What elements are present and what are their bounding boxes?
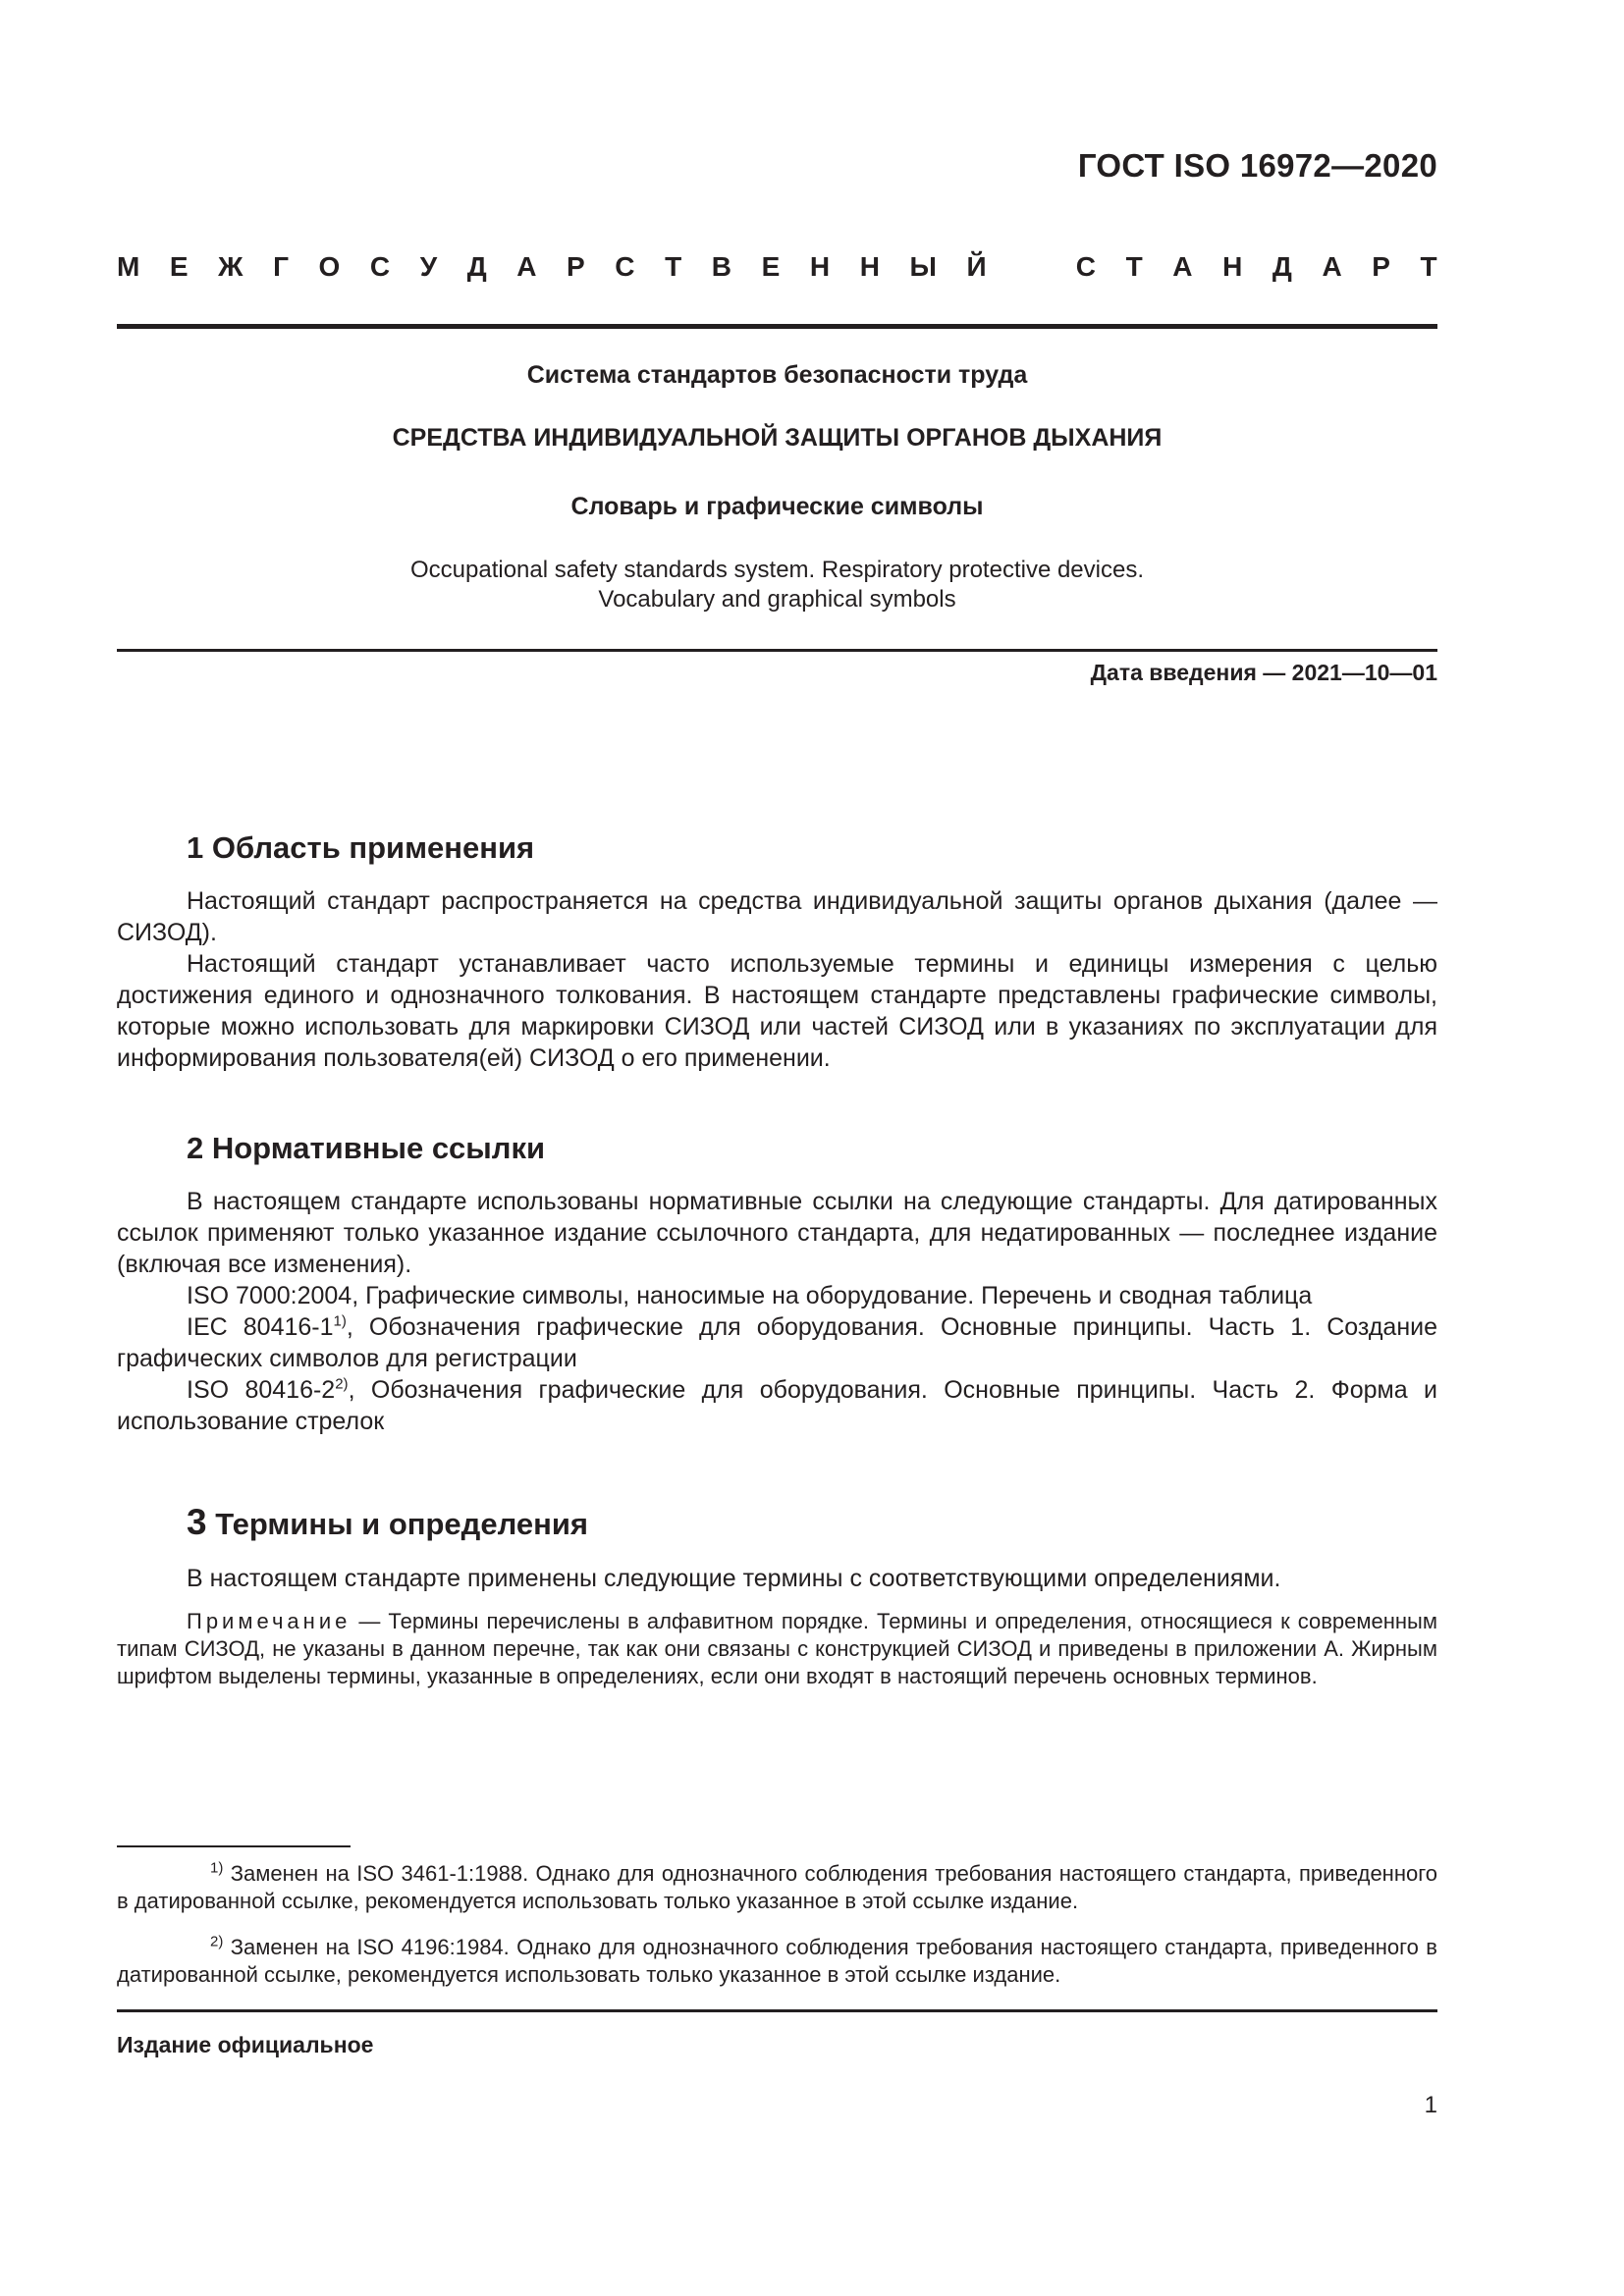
interstate-letter: Н bbox=[809, 251, 831, 282]
section-1 bbox=[117, 830, 1437, 1074]
interstate-letter: В bbox=[711, 251, 732, 282]
section-2-reference-iso-7000: ISO 7000:2004, Графические символы, наносимые на оборудование. Перечень и сводная таблица bbox=[187, 1282, 1313, 1309]
reference-code: ISO 80416-2 bbox=[187, 1376, 336, 1404]
english-title-line-2: Vocabulary and graphical symbols bbox=[598, 586, 956, 613]
interstate-letter: Й bbox=[966, 251, 987, 282]
interstate-letter: А bbox=[1172, 251, 1193, 282]
section-2-paragraph-1: В настоящем стандарте использованы нормативные ссылки на следующие стандарты. Для датированных ссылок применяют только указанное издание ссылочного стандарта, для недатированных — последнее издание (включая все изменения). bbox=[117, 1188, 1437, 1278]
section-3 bbox=[117, 1502, 1437, 1690]
page-number: 1 bbox=[1424, 2092, 1437, 2118]
interstate-letter: Н bbox=[859, 251, 880, 282]
footnote-2-mark: 2) bbox=[210, 1933, 224, 1950]
word-gap bbox=[1016, 251, 1046, 283]
section-2-reference-iec-80416-1 bbox=[117, 1311, 1437, 1374]
section-1-paragraph-1: Настоящий стандарт распространяется на средства индивидуальной защиты органов дыхания (далее — СИЗОД). bbox=[117, 887, 1437, 946]
footnote-1-text: Заменен на ISO 3461-1:1988. Однако для однозначного соблюдения требования настоящего стандарта, приведенного в датированной ссылке, рекомендуется использовать только указанное в этой ссылке издание. bbox=[117, 1861, 1437, 1913]
interstate-letter: С bbox=[1075, 251, 1097, 282]
reference-text: , Обозначения графические для оборудования. Основные принципы. Часть 1. Создание графических символов для регистрации bbox=[117, 1313, 1437, 1372]
section-1-paragraph-2: Настоящий стандарт устанавливает часто используемые термины и единицы измерения с целью достижения единого и однозначного толкования. В настоящем стандарте представлены графические символы, которые можно использовать для маркировки СИЗОД или частей СИЗОД или в указаниях по эксплуатации для информирования пользователя(ей) СИЗОД о его применении. bbox=[117, 950, 1437, 1072]
introduction-date: Дата введения — 2021—10—01 bbox=[1090, 660, 1437, 685]
system-title: Система стандартов безопасности труда bbox=[526, 361, 1028, 389]
footnote-1-mark: 1) bbox=[210, 1859, 224, 1877]
interstate-letter: М bbox=[117, 251, 140, 282]
title-rule bbox=[117, 649, 1437, 652]
main-title: СРЕДСТВА ИНДИВИДУАЛЬНОЙ ЗАЩИТЫ ОРГАНОВ ДЫХАНИЯ bbox=[392, 424, 1163, 452]
interstate-letter: С bbox=[369, 251, 391, 282]
interstate-letter: Д bbox=[1272, 251, 1292, 282]
interstate-standard-heading bbox=[117, 251, 1437, 283]
footer-rule bbox=[117, 2009, 1437, 2012]
interstate-letter: С bbox=[615, 251, 635, 282]
interstate-letter: Д bbox=[466, 251, 487, 282]
footnote-rule bbox=[117, 1845, 351, 1847]
interstate-letter: О bbox=[318, 251, 341, 282]
interstate-letter: Ж bbox=[218, 251, 244, 282]
document-code: ГОСТ ISO 16972—2020 bbox=[1077, 147, 1437, 184]
footnote-2 bbox=[117, 1934, 1437, 1989]
reference-code: IEC 80416-1 bbox=[187, 1313, 334, 1341]
footnote-2-text: Заменен на ISO 4196:1984. Однако для однозначного соблюдения требования настоящего стандарта, приведенного в датированной ссылке, рекомендуется использовать только указанное в этой ссылке издание. bbox=[117, 1935, 1437, 1987]
english-title-line-1: Occupational safety standards system. Respiratory protective devices. bbox=[410, 557, 1144, 583]
interstate-letter: А bbox=[516, 251, 537, 282]
reference-text: , Обозначения графические для оборудования. Основные принципы. Часть 2. Форма и использование стрелок bbox=[117, 1376, 1437, 1435]
interstate-letter: Ы bbox=[909, 251, 937, 282]
section-1-title: 1 Область применения bbox=[187, 830, 535, 865]
note-text: — Термины перечислены в алфавитном порядке. Термины и определения, относящиеся к современным типам СИЗОД, не указаны в данном перечне, так как они связаны с конструкцией СИЗОД и приведены в приложении А. Жирным шрифтом выделены термины, указанные в определениях, если они входят в настоящий перечень основных терминов. bbox=[117, 1609, 1437, 1688]
section-3-title-text: Термины и определения bbox=[215, 1507, 588, 1541]
header-rule bbox=[117, 324, 1437, 329]
interstate-letter: Т bbox=[665, 251, 682, 282]
interstate-letter: Е bbox=[761, 251, 781, 282]
section-2-reference-iso-80416-2 bbox=[117, 1374, 1437, 1437]
official-edition-label: Издание официальное bbox=[117, 2032, 374, 2057]
interstate-letter: Т bbox=[1125, 251, 1143, 282]
interstate-letter: Е bbox=[169, 251, 189, 282]
section-2 bbox=[117, 1131, 1437, 1437]
section-2-title: 2 Нормативные ссылки bbox=[187, 1131, 546, 1165]
interstate-letter: Р bbox=[1372, 251, 1390, 282]
interstate-letter: У bbox=[419, 251, 438, 282]
english-title bbox=[117, 556, 1437, 614]
footnote-ref-1: 1) bbox=[333, 1312, 347, 1330]
interstate-letter: Н bbox=[1222, 251, 1243, 282]
footnote-ref-2: 2) bbox=[335, 1375, 349, 1393]
section-3-title bbox=[117, 1502, 1437, 1543]
section-3-note bbox=[117, 1608, 1437, 1690]
interstate-letter: Г bbox=[273, 251, 289, 282]
sub-title: Словарь и графические символы bbox=[570, 493, 984, 520]
interstate-letter: Р bbox=[567, 251, 585, 282]
footnote-1 bbox=[117, 1860, 1437, 1915]
interstate-letter: Т bbox=[1420, 251, 1437, 282]
section-3-number: 3 bbox=[187, 1502, 207, 1542]
interstate-letter: А bbox=[1322, 251, 1342, 282]
document-page bbox=[117, 0, 1437, 2296]
section-3-paragraph-1: В настоящем стандарте применены следующие термины с соответствующими определениями. bbox=[187, 1565, 1281, 1592]
note-label: Примечание bbox=[187, 1609, 352, 1633]
